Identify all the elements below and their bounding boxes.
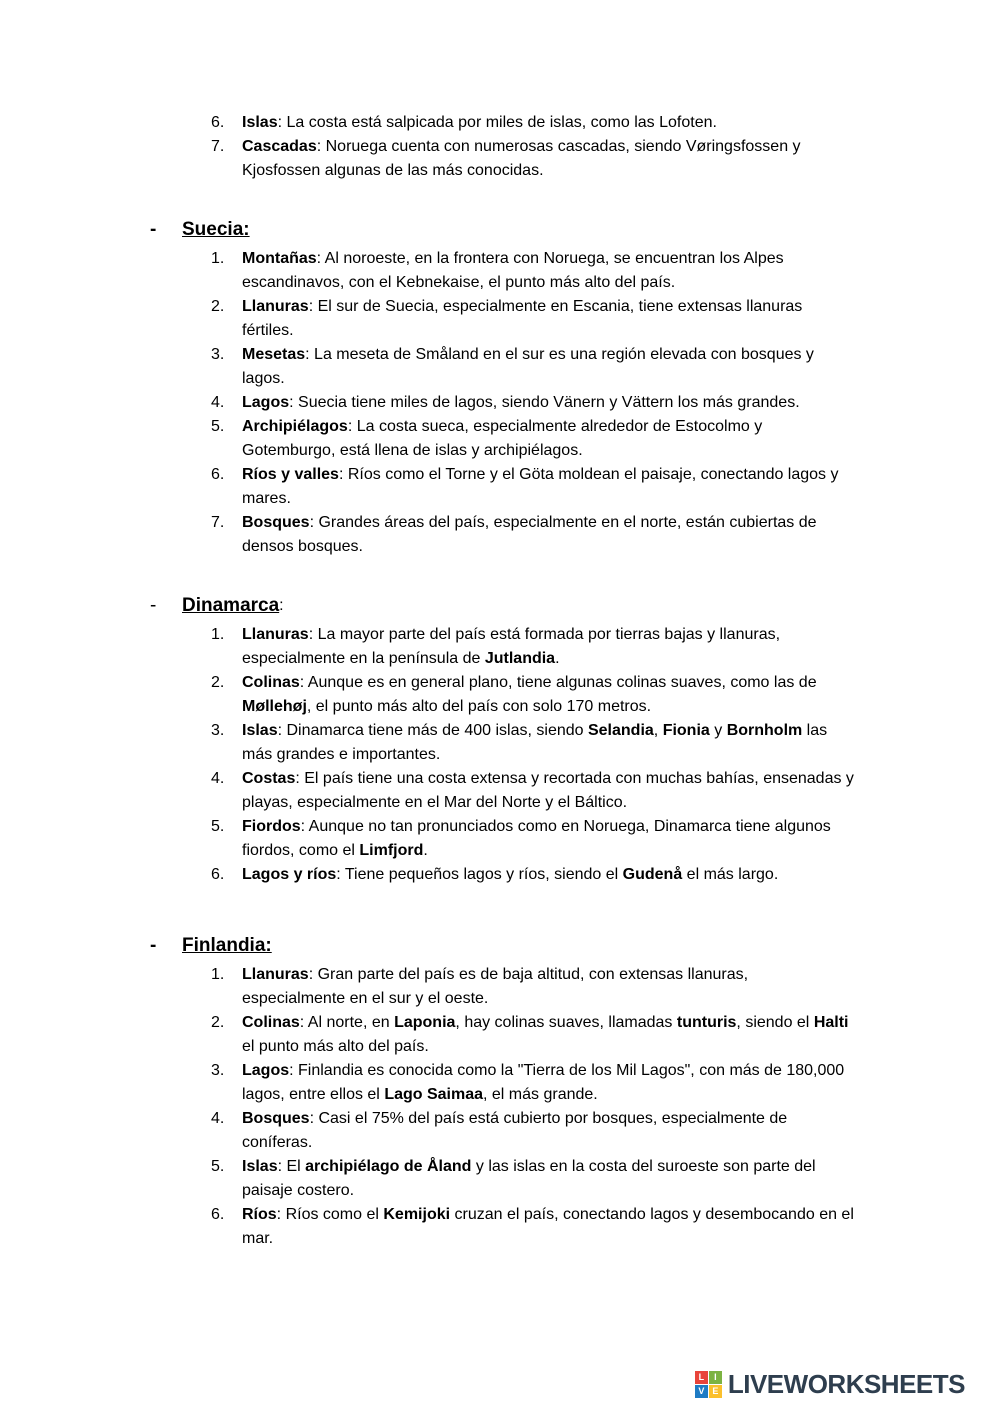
bold-term: Islas xyxy=(242,114,278,131)
item-text xyxy=(242,391,854,415)
bullet-dash: - xyxy=(150,935,157,956)
list-item xyxy=(150,623,854,671)
section-title: Dinamarca xyxy=(182,595,280,616)
list-item xyxy=(150,815,854,863)
text-run: : Al norte, en xyxy=(299,1014,395,1031)
item-text xyxy=(242,463,854,511)
text-run: cruzan el país, conectando lagos y desembocando en el mar. xyxy=(242,1206,854,1247)
section-title: Finlandia: xyxy=(182,935,272,956)
bold-term: Colinas xyxy=(242,674,300,691)
list-item xyxy=(150,863,854,887)
item-text xyxy=(242,247,854,295)
text-run: . xyxy=(423,842,428,859)
item-text xyxy=(242,719,854,767)
section-heading xyxy=(150,217,854,243)
bold-term: Gudenå xyxy=(622,866,683,883)
item-number: 6. xyxy=(211,466,225,483)
text-run: : Finlandia es conocida como la "Tierra de los Mil Lagos", con más de 180,000 lagos, entre ellos el xyxy=(242,1062,845,1103)
text-run: : Gran parte del país es de baja altitud, con extensas llanuras, especialmente en el sur y el oeste. xyxy=(242,966,749,1007)
item-text xyxy=(242,111,854,135)
list-item xyxy=(150,295,854,343)
text-run: : Casi el 75% del país está cubierto por bosques, especialmente de coníferas. xyxy=(242,1110,788,1151)
item-number: 2. xyxy=(211,674,225,691)
item-text xyxy=(242,1155,854,1203)
item-number: 6. xyxy=(211,1206,225,1223)
intro-list xyxy=(150,111,854,183)
list-item xyxy=(150,1203,854,1251)
list-item xyxy=(150,463,854,511)
item-number: 5. xyxy=(211,418,225,435)
bold-term: Montañas xyxy=(242,250,317,267)
bold-term: Bosques xyxy=(242,1110,310,1127)
bold-term: Costas xyxy=(242,770,296,787)
bullet-dash: - xyxy=(150,219,157,240)
text-run: : La mayor parte del país está formada por tierras bajas y llanuras, especialmente en la península de xyxy=(242,626,781,667)
logo-square-l: L xyxy=(695,1371,708,1384)
text-run: : La meseta de Småland en el sur es una región elevada con bosques y lagos. xyxy=(242,346,814,387)
bold-term: Bosques xyxy=(242,514,310,531)
text-run: : Suecia tiene miles de lagos, siendo Vänern y Vättern los más grandes. xyxy=(289,394,800,411)
text-run: : Aunque no tan pronunciados como en Noruega, Dinamarca tiene algunos fiordos, como el xyxy=(242,818,831,859)
text-run: . xyxy=(555,650,560,667)
item-text xyxy=(242,343,854,391)
item-number: 3. xyxy=(211,346,225,363)
text-run: : La costa está salpicada por miles de islas, como las Lofoten. xyxy=(277,114,717,131)
bold-term: Møllehøj xyxy=(242,698,307,715)
text-run: , hay colinas suaves, llamadas xyxy=(455,1014,677,1031)
list-item xyxy=(150,671,854,719)
text-run: : Noruega cuenta con numerosas cascadas, siendo Vøringsfossen y Kjosfossen algunas de las más conocidas. xyxy=(242,138,801,179)
text-run: : Tiene pequeños lagos y ríos, siendo el xyxy=(336,866,623,883)
text-run: : Grandes áreas del país, especialmente en el norte, están cubiertas de densos bosques. xyxy=(242,514,817,555)
item-text xyxy=(242,1203,854,1251)
text-run: , el más grande. xyxy=(483,1086,598,1103)
list-item xyxy=(150,343,854,391)
logo-square-v: V xyxy=(695,1385,708,1398)
list-item xyxy=(150,1059,854,1107)
bold-term: Islas xyxy=(242,722,278,739)
list-item xyxy=(150,391,854,415)
item-number: 4. xyxy=(211,770,225,787)
item-text xyxy=(242,295,854,343)
title-suffix: : xyxy=(279,597,284,614)
item-number: 3. xyxy=(211,722,225,739)
text-run: las más grandes e importantes. xyxy=(242,722,828,763)
bold-term: Fionia xyxy=(662,722,710,739)
text-run: : Al noroeste, en la frontera con Noruega, se encuentran los Alpes escandinavos, con el Kebnekaise, el punto más alto del país. xyxy=(242,250,784,291)
logo-square-i: I xyxy=(709,1371,722,1384)
bold-term: tunturis xyxy=(676,1014,737,1031)
bold-term: Kemijoki xyxy=(383,1206,451,1223)
item-number: 4. xyxy=(211,1110,225,1127)
text-run: , el punto más alto del país con solo 170 metros. xyxy=(306,698,652,715)
bold-term: Ríos y valles xyxy=(242,466,339,483)
bold-term: Lagos y ríos xyxy=(242,866,337,883)
item-text xyxy=(242,135,854,183)
item-text xyxy=(242,815,854,863)
section-dinamarca xyxy=(150,593,854,887)
text-run: : La costa sueca, especialmente alrededor de Estocolmo y Gotemburgo, está llena de islas y archipiélagos. xyxy=(242,418,763,459)
item-text xyxy=(242,415,854,463)
list-item xyxy=(150,719,854,767)
text-run: : El sur de Suecia, especialmente en Escania, tiene extensas llanuras fértiles. xyxy=(242,298,803,339)
bold-term: Mesetas xyxy=(242,346,306,363)
text-run: , siendo el xyxy=(736,1014,814,1031)
liveworksheets-logo-icon xyxy=(695,1371,722,1398)
item-text xyxy=(242,1059,854,1107)
item-text xyxy=(242,767,854,815)
bold-term: Laponia xyxy=(394,1014,456,1031)
list-item xyxy=(150,1011,854,1059)
text-run: el punto más alto del país. xyxy=(242,1038,429,1055)
section-list xyxy=(150,623,854,887)
text-run: y las islas en la costa del suroeste son parte del paisaje costero. xyxy=(242,1158,816,1199)
bold-term: Limfjord xyxy=(359,842,424,859)
item-text xyxy=(242,623,854,671)
list-item xyxy=(150,511,854,559)
bold-term: Selandia xyxy=(587,722,654,739)
item-number: 1. xyxy=(211,966,225,983)
text-run: el más largo. xyxy=(682,866,779,883)
bold-term: Fiordos xyxy=(242,818,301,835)
text-run: : Dinamarca tiene más de 400 islas, siendo xyxy=(277,722,588,739)
item-number: 4. xyxy=(211,394,225,411)
sections xyxy=(150,217,854,1251)
item-number: 7. xyxy=(211,138,225,155)
item-text xyxy=(242,1011,854,1059)
section-heading xyxy=(150,933,854,959)
bold-term: Halti xyxy=(813,1014,849,1031)
bold-term: Llanuras xyxy=(242,298,309,315)
list-item xyxy=(150,247,854,295)
bold-term: Bornholm xyxy=(726,722,803,739)
bold-term: archipiélago de Åland xyxy=(305,1158,472,1175)
bold-term: Colinas xyxy=(242,1014,300,1031)
bold-term: Archipiélagos xyxy=(242,418,348,435)
item-number: 5. xyxy=(211,818,225,835)
bold-term: Lagos xyxy=(242,394,290,411)
item-text xyxy=(242,963,854,1011)
text-run: : Ríos como el Torne y el Göta moldean el paisaje, conectando lagos y mares. xyxy=(242,466,839,507)
item-number: 2. xyxy=(211,1014,225,1031)
item-text xyxy=(242,863,854,887)
bold-term: Llanuras xyxy=(242,966,309,983)
section-list xyxy=(150,247,854,559)
bold-term: Islas xyxy=(242,1158,278,1175)
list-item xyxy=(150,111,854,135)
item-number: 5. xyxy=(211,1158,225,1175)
footer-brand xyxy=(695,1369,965,1400)
text-run: : El xyxy=(277,1158,306,1175)
bold-term: Lago Saimaa xyxy=(384,1086,484,1103)
list-item xyxy=(150,767,854,815)
item-number: 7. xyxy=(211,514,225,531)
bold-term: Lagos xyxy=(242,1062,290,1079)
item-number: 2. xyxy=(211,298,225,315)
item-text xyxy=(242,511,854,559)
list-item xyxy=(150,963,854,1011)
brand-text: LIVEWORKSHEETS xyxy=(727,1369,965,1399)
document-content xyxy=(150,111,854,1251)
section-list xyxy=(150,963,854,1251)
section-finlandia xyxy=(150,933,854,1251)
list-item xyxy=(150,135,854,183)
section-title: Suecia: xyxy=(182,219,250,240)
logo-square-e: E xyxy=(709,1385,722,1398)
item-number: 1. xyxy=(211,250,225,267)
bold-term: Ríos xyxy=(242,1206,277,1223)
text-run: : El país tiene una costa extensa y recortada con muchas bahías, ensenadas y playas, especialmente en el Mar del Norte y el Báltico. xyxy=(242,770,854,811)
bold-term: Llanuras xyxy=(242,626,309,643)
text-run: : Aunque es en general plano, tiene algunas colinas suaves, como las de xyxy=(299,674,817,691)
item-number: 6. xyxy=(211,866,225,883)
text-run: : Ríos como el xyxy=(276,1206,384,1223)
bold-term: Jutlandia xyxy=(484,650,556,667)
item-number: 3. xyxy=(211,1062,225,1079)
section-suecia xyxy=(150,217,854,559)
list-item xyxy=(150,415,854,463)
item-text xyxy=(242,1107,854,1155)
text-run: , xyxy=(653,722,663,739)
text-run: y xyxy=(709,722,727,739)
item-number: 1. xyxy=(211,626,225,643)
item-number: 6. xyxy=(211,114,225,131)
bold-term: Cascadas xyxy=(242,138,317,155)
section-heading xyxy=(150,593,854,619)
bullet-dash: - xyxy=(150,595,157,616)
item-text xyxy=(242,671,854,719)
list-item xyxy=(150,1107,854,1155)
list-item xyxy=(150,1155,854,1203)
